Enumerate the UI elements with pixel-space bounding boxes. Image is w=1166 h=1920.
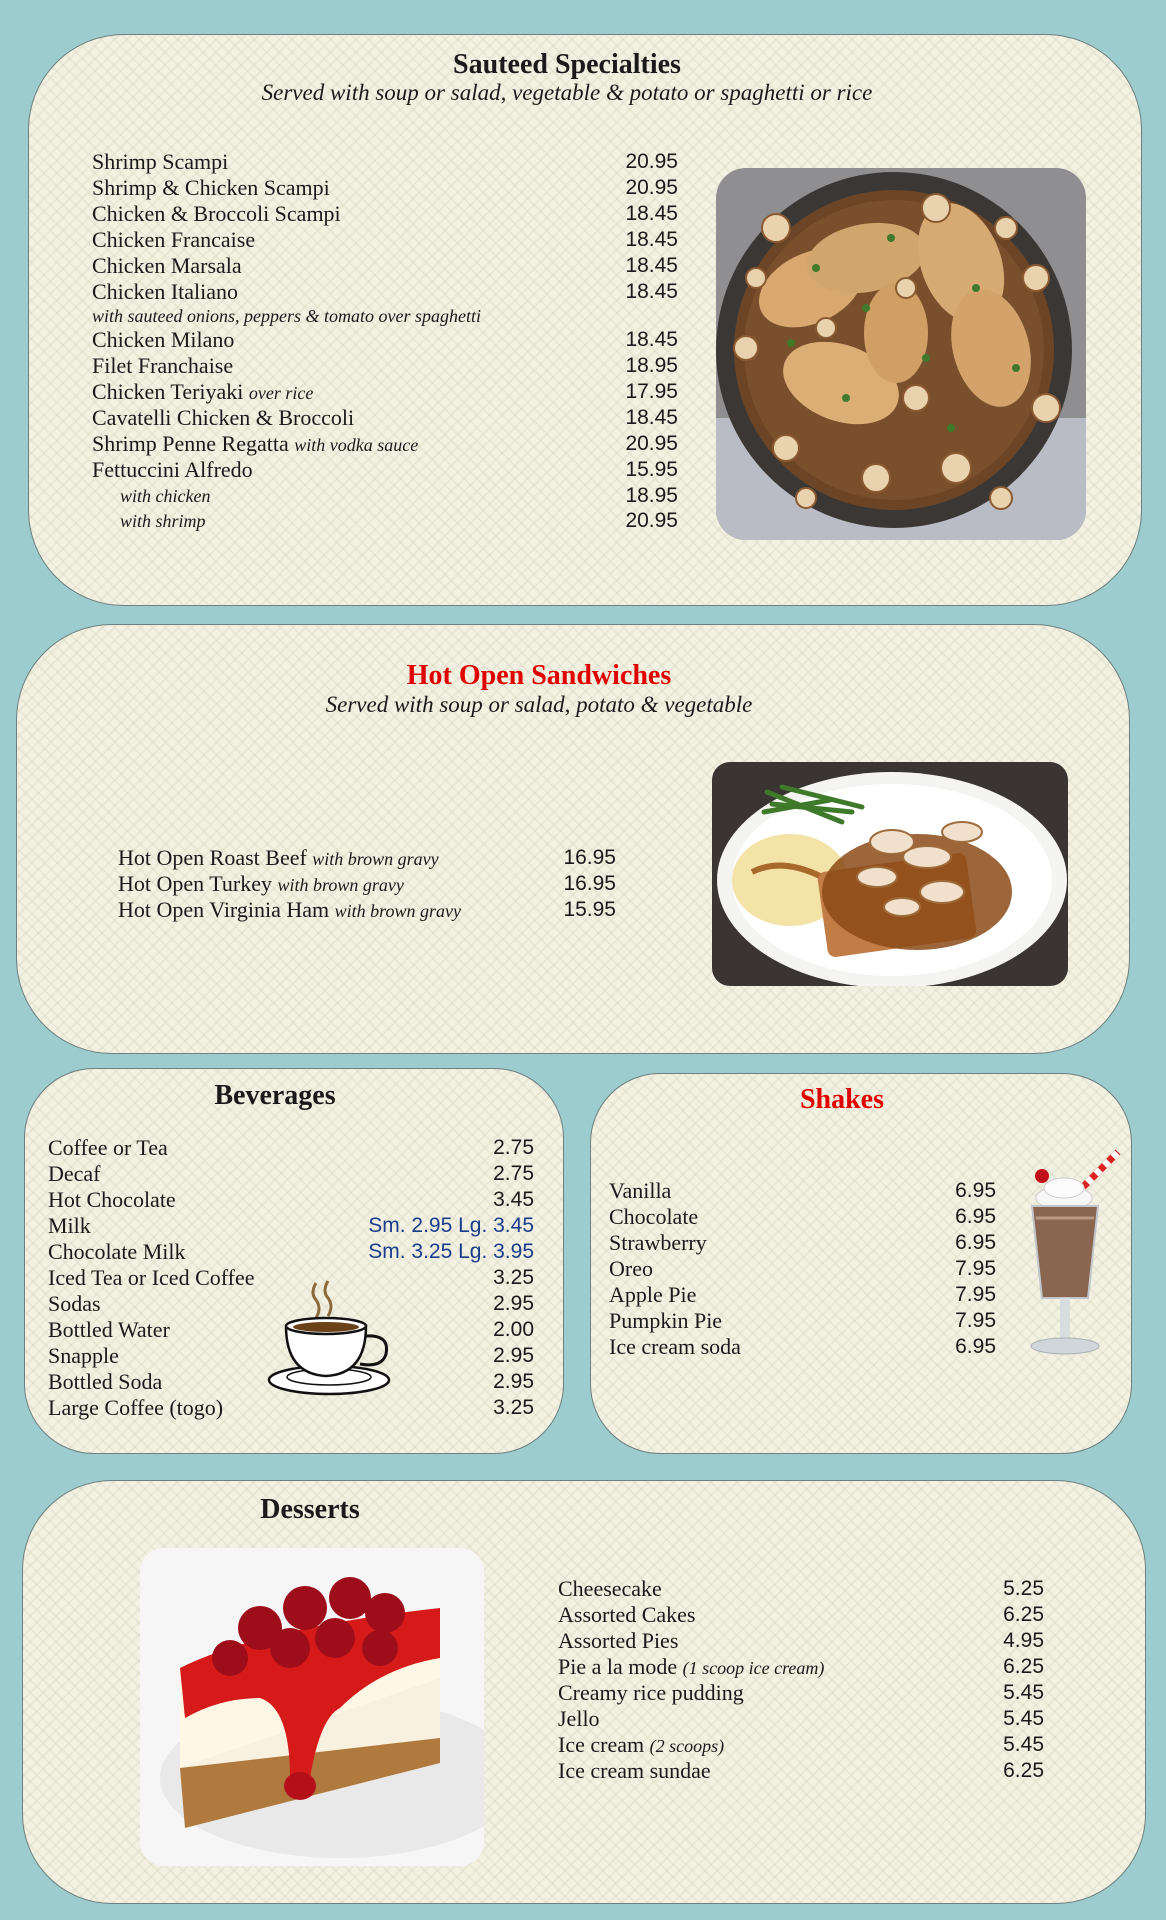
item-price: 17.95	[625, 380, 678, 403]
item-price: 6.25	[1003, 1603, 1044, 1626]
item-price: 2.95	[493, 1292, 534, 1315]
item-price: 20.95	[625, 509, 678, 532]
item-price: 20.95	[625, 176, 678, 199]
turkey-plate-photo	[712, 762, 1068, 986]
shakes-title: Shakes	[799, 1084, 885, 1115]
item-price: 2.75	[493, 1136, 534, 1159]
menu-item: Hot Chocolate	[48, 1187, 176, 1212]
menu-item: Chocolate	[609, 1204, 699, 1229]
item-price: 6.25	[1003, 1759, 1044, 1782]
menu-item: Sodas	[48, 1291, 101, 1316]
item-price: 5.45	[1003, 1733, 1044, 1756]
item-price: 2.95	[493, 1370, 534, 1393]
item-option: with shrimp	[120, 511, 206, 531]
item-price: 20.95	[625, 432, 678, 455]
menu-item: Fettuccini Alfredo	[92, 457, 253, 482]
milkshake-icon	[1018, 1148, 1126, 1362]
menu-item: Large Coffee (togo)	[48, 1395, 224, 1420]
menu-item: Chicken Milano	[92, 327, 235, 352]
item-price: 7.95	[955, 1309, 996, 1332]
item-price: 7.95	[955, 1283, 996, 1306]
item-price: 18.45	[625, 406, 678, 429]
desserts-title: Desserts	[260, 1494, 360, 1525]
item-price: Sm. 3.25 Lg. 3.95	[368, 1240, 534, 1263]
item-price: 2.95	[493, 1344, 534, 1367]
menu-item: Oreo	[609, 1256, 653, 1281]
item-price: 3.45	[493, 1188, 534, 1211]
cheesecake-photo	[140, 1548, 484, 1866]
item-price: 5.25	[1003, 1577, 1044, 1600]
menu-item: Decaf	[48, 1161, 101, 1186]
item-price: 16.95	[563, 872, 616, 895]
item-price: 18.95	[625, 484, 678, 507]
menu-item: Ice cream soda	[609, 1334, 741, 1359]
beverages-title: Beverages	[214, 1080, 336, 1111]
menu-item: Creamy rice pudding	[558, 1680, 744, 1705]
menu-item: Vanilla	[609, 1178, 672, 1203]
menu-item: Ice cream sundae	[558, 1758, 711, 1783]
menu-item: Cheesecake	[558, 1576, 662, 1601]
item-price: 20.95	[625, 150, 678, 173]
menu-item: Cavatelli Chicken & Broccoli	[92, 405, 355, 430]
menu-item: Chicken Teriyaki over rice	[92, 379, 314, 404]
item-price: 6.95	[955, 1335, 996, 1358]
menu-item: Jello	[558, 1706, 600, 1731]
menu-item: Bottled Soda	[48, 1369, 163, 1394]
item-price: 7.95	[955, 1257, 996, 1280]
item-price: 2.00	[493, 1318, 534, 1341]
menu-item: Pumpkin Pie	[609, 1308, 723, 1333]
sauteed-title: Sauteed Specialties	[453, 49, 681, 80]
item-price: 15.95	[625, 458, 678, 481]
item-option: with chicken	[120, 486, 211, 506]
menu-item: Chicken Marsala	[92, 253, 242, 278]
item-price: 18.95	[625, 354, 678, 377]
item-price: 3.25	[493, 1266, 534, 1289]
menu-item: Milk	[48, 1213, 91, 1238]
sauteed-subtitle: Served with soup or salad, vegetable & potato or spaghetti or rice	[261, 80, 873, 105]
item-price: 18.45	[625, 228, 678, 251]
menu-item: Ice cream (2 scoops)	[558, 1732, 725, 1757]
sandwiches-subtitle: Served with soup or salad, potato & vegetable	[325, 692, 753, 717]
coffee-cup-icon	[266, 1278, 396, 1398]
menu-item: Hot Open Turkey with brown gravy	[118, 871, 404, 896]
menu-item: Shrimp Penne Regatta with vodka sauce	[92, 431, 419, 456]
item-price: 4.95	[1003, 1629, 1044, 1652]
menu-item: Shrimp Scampi	[92, 149, 229, 174]
item-price: 6.25	[1003, 1655, 1044, 1678]
menu-item: Assorted Pies	[558, 1628, 679, 1653]
chicken-skillet-photo	[716, 168, 1086, 540]
menu-item: Chicken Italiano	[92, 279, 239, 304]
menu-item: Shrimp & Chicken Scampi	[92, 175, 330, 200]
item-price: 15.95	[563, 898, 616, 921]
item-price: 6.95	[955, 1179, 996, 1202]
menu-item: Snapple	[48, 1343, 119, 1368]
item-price: 18.45	[625, 202, 678, 225]
menu-item: Chicken & Broccoli Scampi	[92, 201, 341, 226]
menu-item: Pie a la mode (1 scoop ice cream)	[558, 1654, 825, 1679]
item-price: Sm. 2.95 Lg. 3.45	[368, 1214, 534, 1237]
item-price: 6.95	[955, 1231, 996, 1254]
menu-item: Strawberry	[609, 1230, 707, 1255]
menu-item: Assorted Cakes	[558, 1602, 696, 1627]
item-price: 3.25	[493, 1396, 534, 1419]
menu-item: Chocolate Milk	[48, 1239, 186, 1264]
menu-item: Hot Open Virginia Ham with brown gravy	[118, 897, 461, 922]
item-price: 18.45	[625, 280, 678, 303]
menu-item: Chicken Francaise	[92, 227, 256, 252]
item-price: 18.45	[625, 254, 678, 277]
item-price: 18.45	[625, 328, 678, 351]
item-description: with sauteed onions, peppers & tomato over spaghetti	[92, 306, 481, 326]
sandwiches-title: Hot Open Sandwiches	[406, 660, 672, 691]
menu-item: Hot Open Roast Beef with brown gravy	[118, 845, 439, 870]
item-price: 16.95	[563, 846, 616, 869]
menu-item: Filet Franchaise	[92, 353, 234, 378]
menu-item: Bottled Water	[48, 1317, 170, 1342]
item-price: 6.95	[955, 1205, 996, 1228]
menu-item: Coffee or Tea	[48, 1135, 168, 1160]
item-price: 5.45	[1003, 1707, 1044, 1730]
menu-item: Apple Pie	[609, 1282, 697, 1307]
item-price: 5.45	[1003, 1681, 1044, 1704]
menu-item: Iced Tea or Iced Coffee	[48, 1265, 255, 1290]
item-price: 2.75	[493, 1162, 534, 1185]
